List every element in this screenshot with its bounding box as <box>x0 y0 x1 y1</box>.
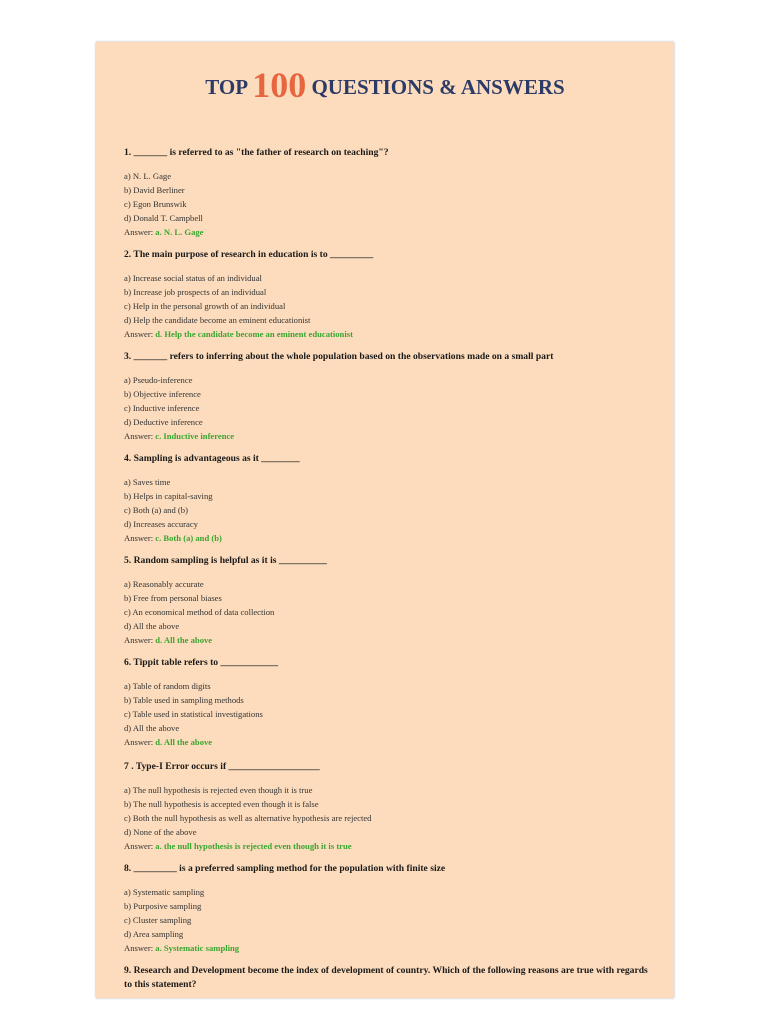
question-block <box>124 554 654 647</box>
options-list <box>124 475 654 545</box>
option-item: a) Table of random digits <box>124 681 211 691</box>
option-item: a) N. L. Gage <box>124 171 172 181</box>
answer-label: Answer: <box>124 841 154 851</box>
answer-label: Answer: <box>124 533 154 543</box>
option-item: b) Table used in sampling methods <box>124 695 244 705</box>
question-text: 6. Tippit table refers to ____________ <box>124 657 279 668</box>
option-item: c) Both (a) and (b) <box>124 505 188 515</box>
answer-label: Answer: <box>124 737 154 747</box>
option-item: b) Purposive sampling <box>124 901 202 911</box>
answer-value: d. All the above <box>155 737 213 747</box>
option-item: d) Increases accuracy <box>124 519 198 529</box>
answer-line <box>124 633 654 647</box>
page-title <box>96 65 674 105</box>
question-text: 7 . Type-I Error occurs if ___________________ <box>124 761 320 772</box>
answer-value: a. the null hypothesis is rejected even though it is true <box>155 841 352 851</box>
option-item: b) Helps in capital-saving <box>124 491 213 501</box>
option-item: b) Free from personal biases <box>124 593 222 603</box>
answer-value: c. Both (a) and (b) <box>155 533 222 543</box>
option-item: c) An economical method of data collection <box>124 607 275 617</box>
answer-value: a. N. L. Gage <box>155 227 204 237</box>
question-block <box>124 146 654 239</box>
question-text: 4. Sampling is advantageous as it ________ <box>124 453 300 464</box>
option-item: a) Pseudo-inference <box>124 375 193 385</box>
question-block <box>124 248 654 341</box>
option-item: c) Help in the personal growth of an individual <box>124 301 286 311</box>
question-text: 9. Research and Development become the index of development of country. Which of the following reasons are true with regards to this statement? <box>124 965 648 990</box>
answer-value: d. All the above <box>155 635 213 645</box>
option-item: b) Increase job prospects of an individual <box>124 287 267 297</box>
title-suffix: QUESTIONS & ANSWERS <box>311 75 565 99</box>
answer-label: Answer: <box>124 943 154 953</box>
option-item: d) None of the above <box>124 827 197 837</box>
question-block <box>124 760 654 853</box>
question-block <box>124 964 654 992</box>
options-list <box>124 783 654 853</box>
option-item: a) Increase social status of an individual <box>124 273 262 283</box>
answer-label: Answer: <box>124 431 154 441</box>
option-item: c) Inductive inference <box>124 403 200 413</box>
title-prefix: TOP <box>205 75 247 99</box>
question-block <box>124 350 654 443</box>
option-item: d) Area sampling <box>124 929 184 939</box>
answer-line <box>124 327 654 341</box>
option-item: d) Deductive inference <box>124 417 203 427</box>
option-item: a) The null hypothesis is rejected even though it is true <box>124 785 313 795</box>
option-item: c) Both the null hypothesis as well as alternative hypothesis are rejected <box>124 813 372 823</box>
answer-line <box>124 735 654 749</box>
answer-line <box>124 429 654 443</box>
document-page <box>96 42 674 998</box>
option-item: d) All the above <box>124 621 180 631</box>
option-item: b) David Berliner <box>124 185 185 195</box>
option-item: d) All the above <box>124 723 180 733</box>
option-item: a) Reasonably accurate <box>124 579 204 589</box>
answer-label: Answer: <box>124 635 154 645</box>
options-list <box>124 577 654 647</box>
options-list <box>124 169 654 239</box>
question-block <box>124 452 654 545</box>
answer-value: c. Inductive inference <box>155 431 235 441</box>
option-item: c) Table used in statistical investigations <box>124 709 263 719</box>
question-text: 8. _________ is a preferred sampling method for the population with finite size <box>124 863 446 874</box>
option-item: a) Systematic sampling <box>124 887 205 897</box>
title-number: 100 <box>252 65 307 105</box>
question-text: 5. Random sampling is helpful as it is __________ <box>124 555 327 566</box>
options-list <box>124 679 654 749</box>
question-text: 2. The main purpose of research in education is to _________ <box>124 249 374 260</box>
question-text: 1. _______ is referred to as "the father of research on teaching"? <box>124 147 389 158</box>
option-item: c) Cluster sampling <box>124 915 192 925</box>
answer-line <box>124 839 654 853</box>
option-item: d) Donald T. Campbell <box>124 213 203 223</box>
answer-value: a. Systematic sampling <box>155 943 240 953</box>
option-item: c) Egon Brunswik <box>124 199 187 209</box>
answer-line <box>124 941 654 955</box>
options-list <box>124 885 654 955</box>
question-text: 3. _______ refers to inferring about the whole population based on the observations made on a small part <box>124 351 554 362</box>
answer-line <box>124 225 654 239</box>
option-item: d) Help the candidate become an eminent educationist <box>124 315 311 325</box>
options-list <box>124 373 654 443</box>
answer-label: Answer: <box>124 227 154 237</box>
option-item: a) Saves time <box>124 477 171 487</box>
question-block <box>124 656 654 749</box>
answer-value: d. Help the candidate become an eminent educationist <box>155 329 353 339</box>
option-item: b) Objective inference <box>124 389 201 399</box>
question-block <box>124 862 654 955</box>
options-list <box>124 271 654 341</box>
option-item: b) The null hypothesis is accepted even though it is false <box>124 799 319 809</box>
answer-label: Answer: <box>124 329 154 339</box>
answer-line <box>124 531 654 545</box>
